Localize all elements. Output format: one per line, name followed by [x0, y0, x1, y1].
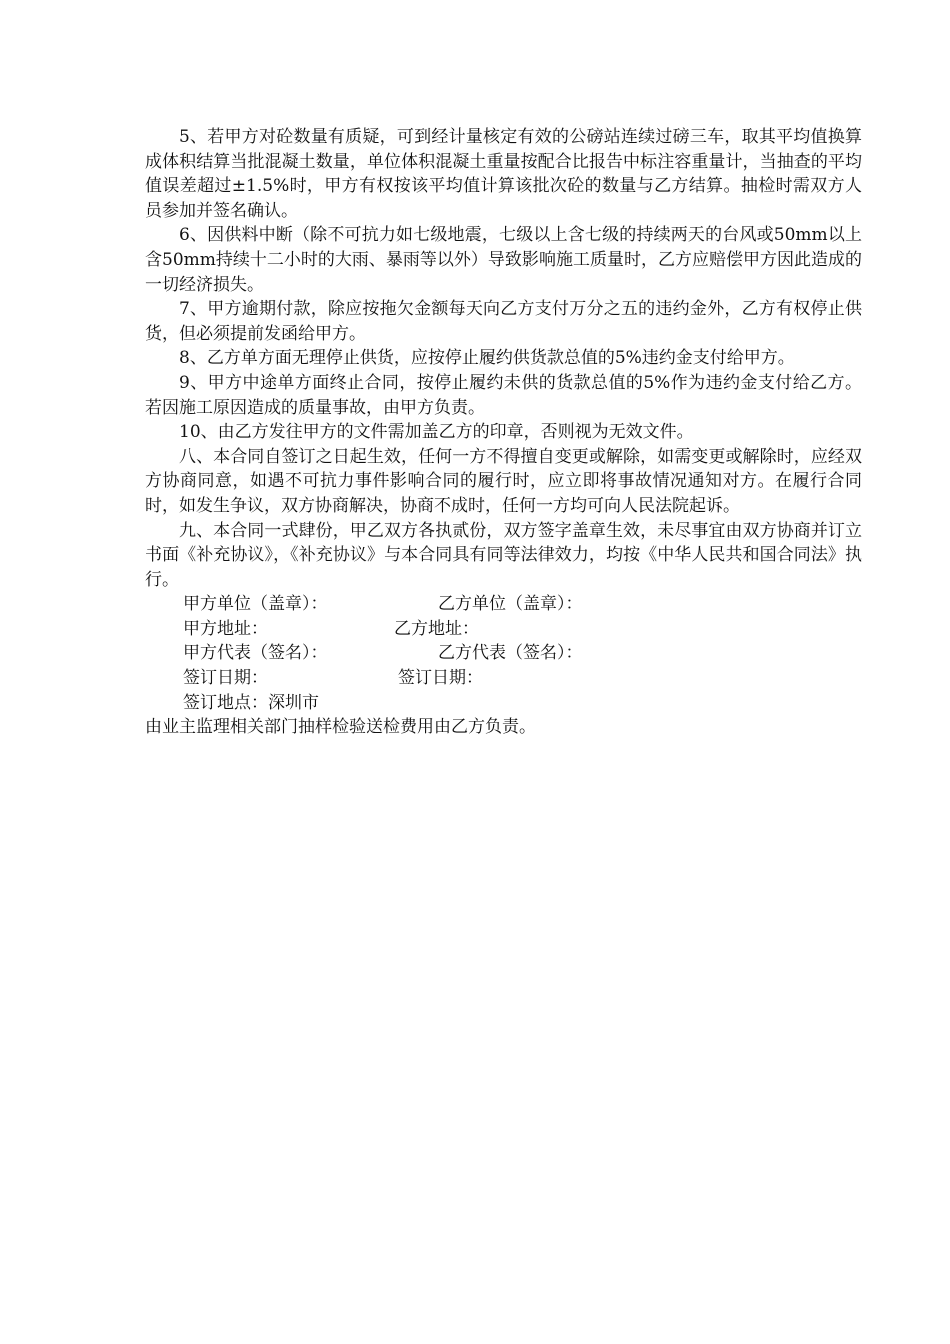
signature-row-place — [145, 691, 862, 716]
party-a-date-label: 签订日期： — [183, 668, 268, 689]
clause-7: 7、甲方逾期付款，除应按拖欠金额每天向乙方支付万分之五的违约金外，乙方有权停止供货，但必须提前发函给甲方。 — [145, 299, 862, 344]
signature-row-rep — [145, 641, 862, 666]
party-b-address-label: 乙方地址： — [394, 618, 479, 639]
clause-9: 9、甲方中途单方面终止合同，按停止履约未供的货款总值的5%作为违约金支付给乙方。若因施工原因造成的质量事故，由甲方负责。 — [145, 372, 862, 418]
signature-row-date — [145, 666, 862, 691]
signature-row-address — [145, 617, 862, 642]
clause-10: 10、由乙方发往甲方的文件需加盖乙方的印章，否则视为无效文件。 — [179, 422, 694, 443]
clause-6: 6、因供料中断（除不可抗力如七级地震，七级以上含七级的持续两天的台风或50mm以上含50mm持续十二小时的大雨、暴雨等以外）导致影响施工质量时，乙方应赔偿甲方因此造成的一切经济损失。 — [145, 225, 862, 295]
party-b-rep-label: 乙方代表（签名）： — [438, 643, 583, 664]
party-a-address-label: 甲方地址： — [183, 618, 268, 639]
party-b-unit-label: 乙方单位（盖章）： — [438, 594, 583, 615]
section-8: 八、本合同自签订之日起生效，任何一方不得擅自变更或解除，如需变更或解除时，应经双方协商同意，如遇不可抗力事件影响合同的履行时，应立即将事故情况通知对方。在履行合同时，如发生争议，双方协商解决，协商不成时，任何一方均可向人民法院起诉。 — [145, 446, 862, 516]
clause-5: 5、若甲方对砼数量有质疑，可到经计量核定有效的公磅站连续过磅三车，取其平均值换算成体积结算当批混凝土数量，单位体积混凝土重量按配合比报告中标注容重量计，当抽查的平均值误差超过±1.5%时，甲方有权按该平均值计算该批次砼的数量与乙方结算。抽检时需双方人员参加并签名确认。 — [145, 127, 862, 221]
party-a-unit-label: 甲方单位（盖章）： — [183, 594, 328, 615]
contract-body — [145, 125, 862, 740]
party-b-date-label: 签订日期： — [398, 668, 483, 689]
signing-place-label: 签订地点：深圳市 — [183, 692, 319, 713]
section-9: 九、本合同一式肆份，甲乙双方各执贰份，双方签字盖章生效，未尽事宜由双方协商并订立书面《补充协议》，《补充协议》与本合同具有同等法律效力，均按《中华人民共和国合同法》执行。 — [145, 520, 862, 590]
clause-8: 8、乙方单方面无理停止供货，应按停止履约供货款总值的5%违约金支付给甲方。 — [179, 348, 795, 369]
signature-row-unit — [145, 592, 862, 617]
footer-note: 由业主监理相关部门抽样检验送检费用由乙方负责。 — [145, 717, 536, 738]
party-a-rep-label: 甲方代表（签名）： — [183, 643, 328, 664]
